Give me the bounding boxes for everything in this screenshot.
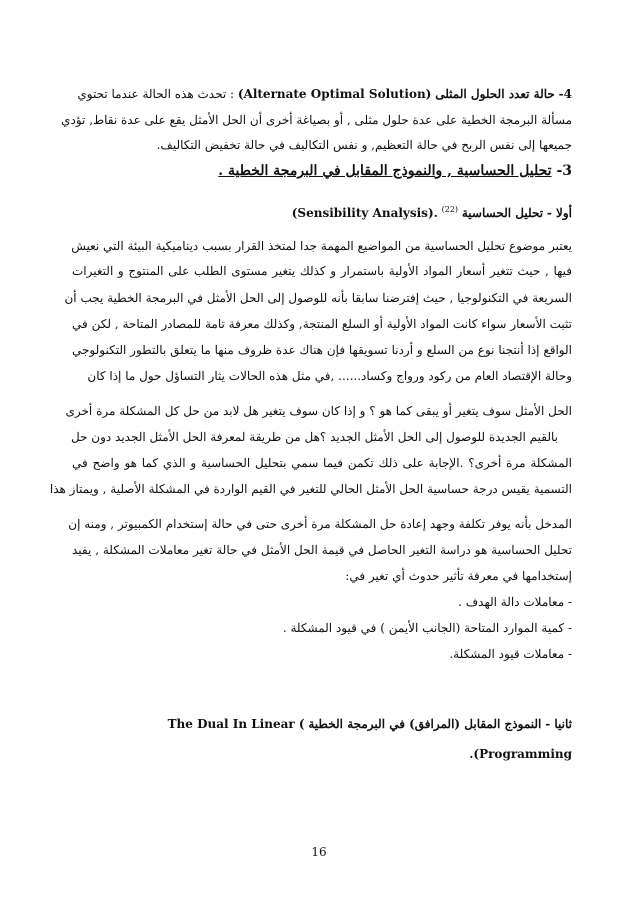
secondly-heading	[72, 716, 572, 732]
paragraph4-line1: المدخل بأنه يوفر تكلفة وجهد إعادة حل المشكلة مرة أخرى حتى في حالة إستخدام الكمبيوتر , ومنه إن	[68, 517, 572, 531]
page-number: 16	[311, 845, 327, 859]
section3-number: 3-	[556, 163, 572, 179]
secondly-title: النموذج المقابل (المرافق) في البرمجة الخطية	[308, 717, 542, 731]
paragraph4-line2: تحليل الحساسية هو دراسة التغير الحاصل في قيمة الحل الأمثل في حالة تغير معاملات المشكلة , يفيد	[72, 543, 572, 557]
paragraph3-line4: التسمية يقيس درجة حساسية الحل الأمثل الحالي للتغير في القيم الواردة في المشكلة الأصلية , ويمتاز هذا	[49, 482, 572, 496]
paragraph3-line3: المشكلة مرة أخرى؟ .الإجابة على ذلك تكمن فيما سمي بتحليل الحساسية و الذي كما هو واضح في	[72, 456, 572, 470]
section4-english: (Alternate Optimal Solution)	[237, 87, 432, 101]
firstly-title: تحليل الحساسية	[461, 206, 544, 220]
firstly-english: (Sensibility Analysis).	[291, 206, 438, 220]
section4-line2: مسألة البرمجة الخطية على عدة حلول مثلى , أو بصياغة أخرى أن الحل الأمثل يقع على عدة نقاط, تؤدي	[61, 113, 572, 127]
section4-title: حالة تعدد الحلول المثلى	[435, 87, 555, 101]
secondly-label: ثانيا -	[545, 717, 572, 731]
section3-heading	[72, 163, 572, 179]
firstly-footnote: (22)	[441, 205, 459, 214]
paragraph2-line3: الواقع إذا أنتجنا نوع من السلع و أردنا تسويقها فإن هناك عدة ظروف منها ما يتعلق بالتطور التكنولوجي	[72, 343, 572, 357]
bullet-item: - كمية الموارد المتاحة (الجانب الأيمن ) في قيود المشكلة .	[282, 621, 572, 635]
bullet-item: - معاملات قيود المشكلة.	[449, 647, 572, 661]
paragraph4-line3: إستخدامها في معرفة تأثير حدوث أي تغير في:	[345, 569, 572, 583]
secondly-english2-text: .(Programming	[469, 747, 572, 761]
section4-tail: : تحدث هذه الحالة عندما تحتوي	[77, 87, 235, 101]
bullet-item: - معاملات دالة الهدف .	[458, 595, 572, 609]
paragraph1-line2: فيها , حيث تتغير أسعار المواد الأولية باستمرار و كذلك يتغير مستوى الطلب على المنتوج و التغيرات	[72, 264, 572, 278]
section3-title: تحليل الحساسية , والنموذج المقابل في البرمجة الخطية .	[218, 163, 552, 179]
section4-heading	[72, 86, 572, 102]
paragraph2-line1: السريعة في التكنولوجيا , حيث إفترضنا سابقا بأنه للوصول إلى الحل الأمثل في البرمجة الخطية يجب أن	[64, 291, 572, 305]
firstly-heading	[72, 202, 572, 221]
firstly-label: أولا -	[546, 206, 572, 220]
paragraph3-line1: الحل الأمثل سوف يتغير أو يبقى كما هو ؟ و إذا كان سوف يتغير هل لابد من حل كل المشكلة مرة أخرى	[65, 404, 572, 418]
paragraph3-line2: بالقيم الجديدة للوصول إلى الحل الأمثل الجديد ؟هل من طريقة لمعرفة الحل الأمثل الجديد دون حل	[70, 430, 558, 444]
paragraph2-line2: تثبت الأسعار سواء كانت المواد الأولية أو السلع المنتجة, وكذلك معرفة تامة للمصادر المتاحة , لكن في	[72, 317, 572, 331]
paragraph2-line4: وحالة الإقتصاد العام من ركود ورواج وكساد...... ,في مثل هذه الحالات يثار التساؤل حول ما إذا كان	[87, 369, 572, 383]
section4-line3: جميعها إلى نفس الربح في حالة التعظيم, و نفس التكاليف في حالة تخفيض التكاليف.	[156, 138, 572, 152]
section4-number: 4-	[558, 87, 572, 101]
secondly-english1: The Dual In Linear (	[167, 717, 305, 731]
paragraph1-line1: يعتبر موضوع تحليل الحساسية من المواضيع المهمة جدا لمتخذ القرار بسبب ديناميكية البيئة التي نعيش	[71, 239, 572, 253]
secondly-english2	[72, 746, 572, 762]
